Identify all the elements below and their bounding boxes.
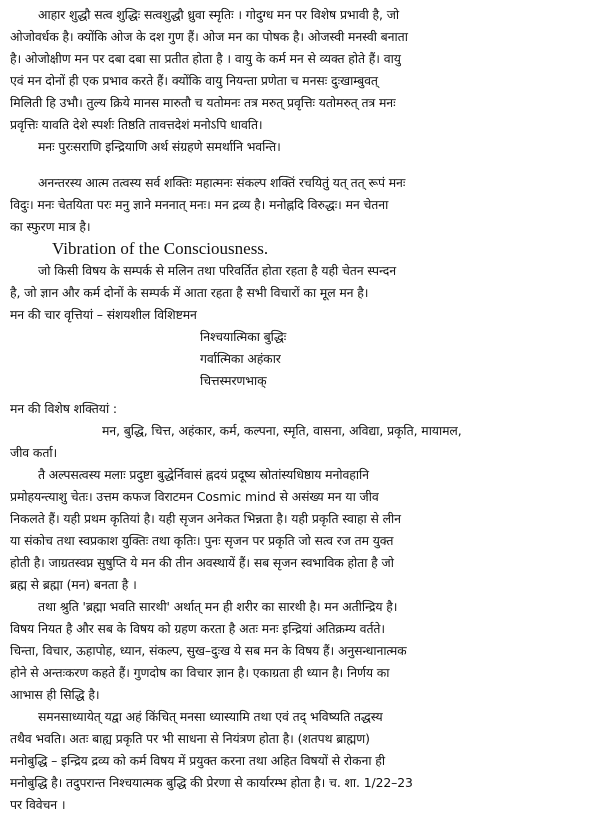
text-line: मनः पुरःसराणि इन्द्रियाणि अर्थ संग्रहणे समर्थानि भवन्ति। (38, 139, 281, 154)
list-item: निश्चयात्मिका बुद्धिः (200, 329, 287, 344)
text-line: मनोबुद्धि है। तदुपरान्त निश्चयात्मक बुद्धि की प्रेरणा से कार्यारम्भ होता है। च. शा. 1/22–23 (10, 775, 413, 790)
text-line: तथैव भवति। अतः बाह्य प्रकृति पर भी साधना से नियंत्रण होता है। (शतपथ ब्राह्मण) (10, 731, 370, 746)
text-line: जीव कर्ता। (10, 445, 58, 460)
paragraph-alpasattva (10, 464, 592, 596)
text-line: मिलिती हि उभौ। तुल्य क्रिये मानस मारुतौ च यतोमनः तत्र मरुत् प्रवृत्तिः यतोमरुत् तत्र मनः (10, 95, 396, 110)
section-heading: Vibration of the Consciousness. (52, 239, 269, 258)
text-line: प्रमोहयन्त्याशु चेतः। उत्तम कफज विराटमन Cosmic mind से असंख्य मन या जीव (10, 489, 379, 504)
text-line: विषय नियत है और सब के विषय को ग्रहण करता है अतः मनः इन्द्रियां अतिक्रम्य वर्तते। (10, 621, 385, 636)
shaktis-title: मन की विशेष शक्तियां : (10, 401, 117, 416)
text-line: होने से अन्तःकरण कहते हैं। गुणदोष का विचार ज्ञान है। एकाग्रता ही ध्यान है। निर्णय का (10, 665, 390, 680)
text-line: तै अल्पसत्वस्य मलाः प्रदुष्टा बुद्धेर्निवासं ह्नदयं प्रदूष्य स्रोतांस्यधिष्ठाय मनोवहानि (38, 467, 369, 482)
text-line: प्रवृत्तिः यावति देशे स्पर्शः तिष्ठति तावत्तदेशं मनोऽपि धावति। (10, 117, 263, 132)
text-line: अनन्तरस्य आत्म तत्वस्य सर्व शक्तिः महात्मनः संकल्प शक्तिं रचयितुं यत् तत् रूपं मनः (38, 175, 406, 190)
text-line: तथा श्रुति 'ब्रह्मा भवति सारथी' अर्थात् मन ही शरीर का सारथी है। मन अतीन्द्रिय है। (38, 599, 398, 614)
shaktis-section (10, 398, 592, 464)
text-line: पर विवेचन । (10, 797, 66, 812)
paragraph-samanasa (10, 706, 592, 816)
list-item: गर्वात्मिका अहंकार (200, 351, 281, 366)
text-line: का स्फुरण मात्र है। (10, 219, 91, 234)
paragraph-gap (10, 158, 592, 172)
text-line: मन की चार वृत्तियां – संशयशील विशिष्टमन (10, 307, 197, 322)
list-item: चित्तस्मरणभाक् (200, 373, 267, 388)
paragraph-shruti (10, 596, 592, 706)
text-line: ब्रह्म से ब्रह्मा (मन) बनता है । (10, 577, 137, 592)
text-line: या संकोच तथा स्वप्रकाश युक्तिः तथा कृतिः। पुनः सृजन पर प्रकृति जो सत्व रज तम युक्त (10, 533, 394, 548)
text-line: मन, बुद्धि, चित्त, अहंकार, कर्म, कल्पना, स्मृति, वासना, अविद्या, प्रकृति, मायामल, (102, 423, 462, 438)
paragraph-vibration (10, 260, 592, 326)
text-line: जो किसी विषय के सम्पर्क से मलिन तथा परिवर्तित होता रहता है यही चेतन स्पन्दन (38, 263, 396, 278)
text-line: होती है। जाग्रतस्वप्न सुषुप्ति ये मन की तीन अवस्थायें हैं। सब सृजन स्वभाविक होता है जो (10, 555, 394, 570)
text-line: है। ओजोक्षीण मन पर दबा दबा सा प्रतीत होता है । वायु के कर्म मन से व्यक्त होते हैं। वायु (10, 51, 401, 66)
text-line: आभास ही सिद्धि है। (10, 687, 100, 702)
text-line: चिन्ता, विचार, ऊहापोह, ध्यान, संकल्प, सुख–दुःख ये सब मन के विषय हैं। अनुसन्धानात्मक (10, 643, 407, 658)
text-line: एवं मन दोनों ही एक प्रभाव करते हैं। क्योंकि वायु नियन्ता प्रणेता च मनसः दुःखाम्बुवत् (10, 73, 378, 88)
text-line: है, जो ज्ञान और कर्म दोनों के सम्पर्क में आता रहता है सभी विचारों का मूल मन है। (10, 285, 369, 300)
paragraph-anantarasya (10, 172, 592, 238)
text-line: आहार शुद्धौ सत्व शुद्धिः सत्वशुद्धौ ध्रुवा स्मृतिः । गोदुग्ध मन पर विशेष प्रभावी है, जो (38, 7, 400, 22)
paragraph-ahara (10, 4, 592, 158)
text-line: मनोबुद्धि – इन्द्रिय द्रव्य को कर्म विषय में प्रयुक्त करना तथा अहित विषयों से रोकना ही (10, 753, 385, 768)
text-line: विदुः। मनः चेतयिता परः मनु ज्ञाने मननात् मनः। मन द्रव्य है। मनोह्नदि विरुद्धः। मन चेतना (10, 197, 389, 212)
text-line: समनसाध्यायेत् यद्वा अहं किंचित् मनसा ध्यास्यामि तथा एवं तद् भविष्यति तद्धस्य (38, 709, 383, 724)
text-line: निकलते हैं। यही प्रथम कृतियां है। यही सृजन अनेकत भिन्नता है। यही प्रकृति स्वाहा से लीन (10, 511, 401, 526)
vritti-list (10, 326, 592, 392)
text-line: ओजोवर्धक है। क्योंकि ओज के दश गुण हैं। ओज मन का पोषक है। ओजस्वी मनस्वी बनाता (10, 29, 408, 44)
